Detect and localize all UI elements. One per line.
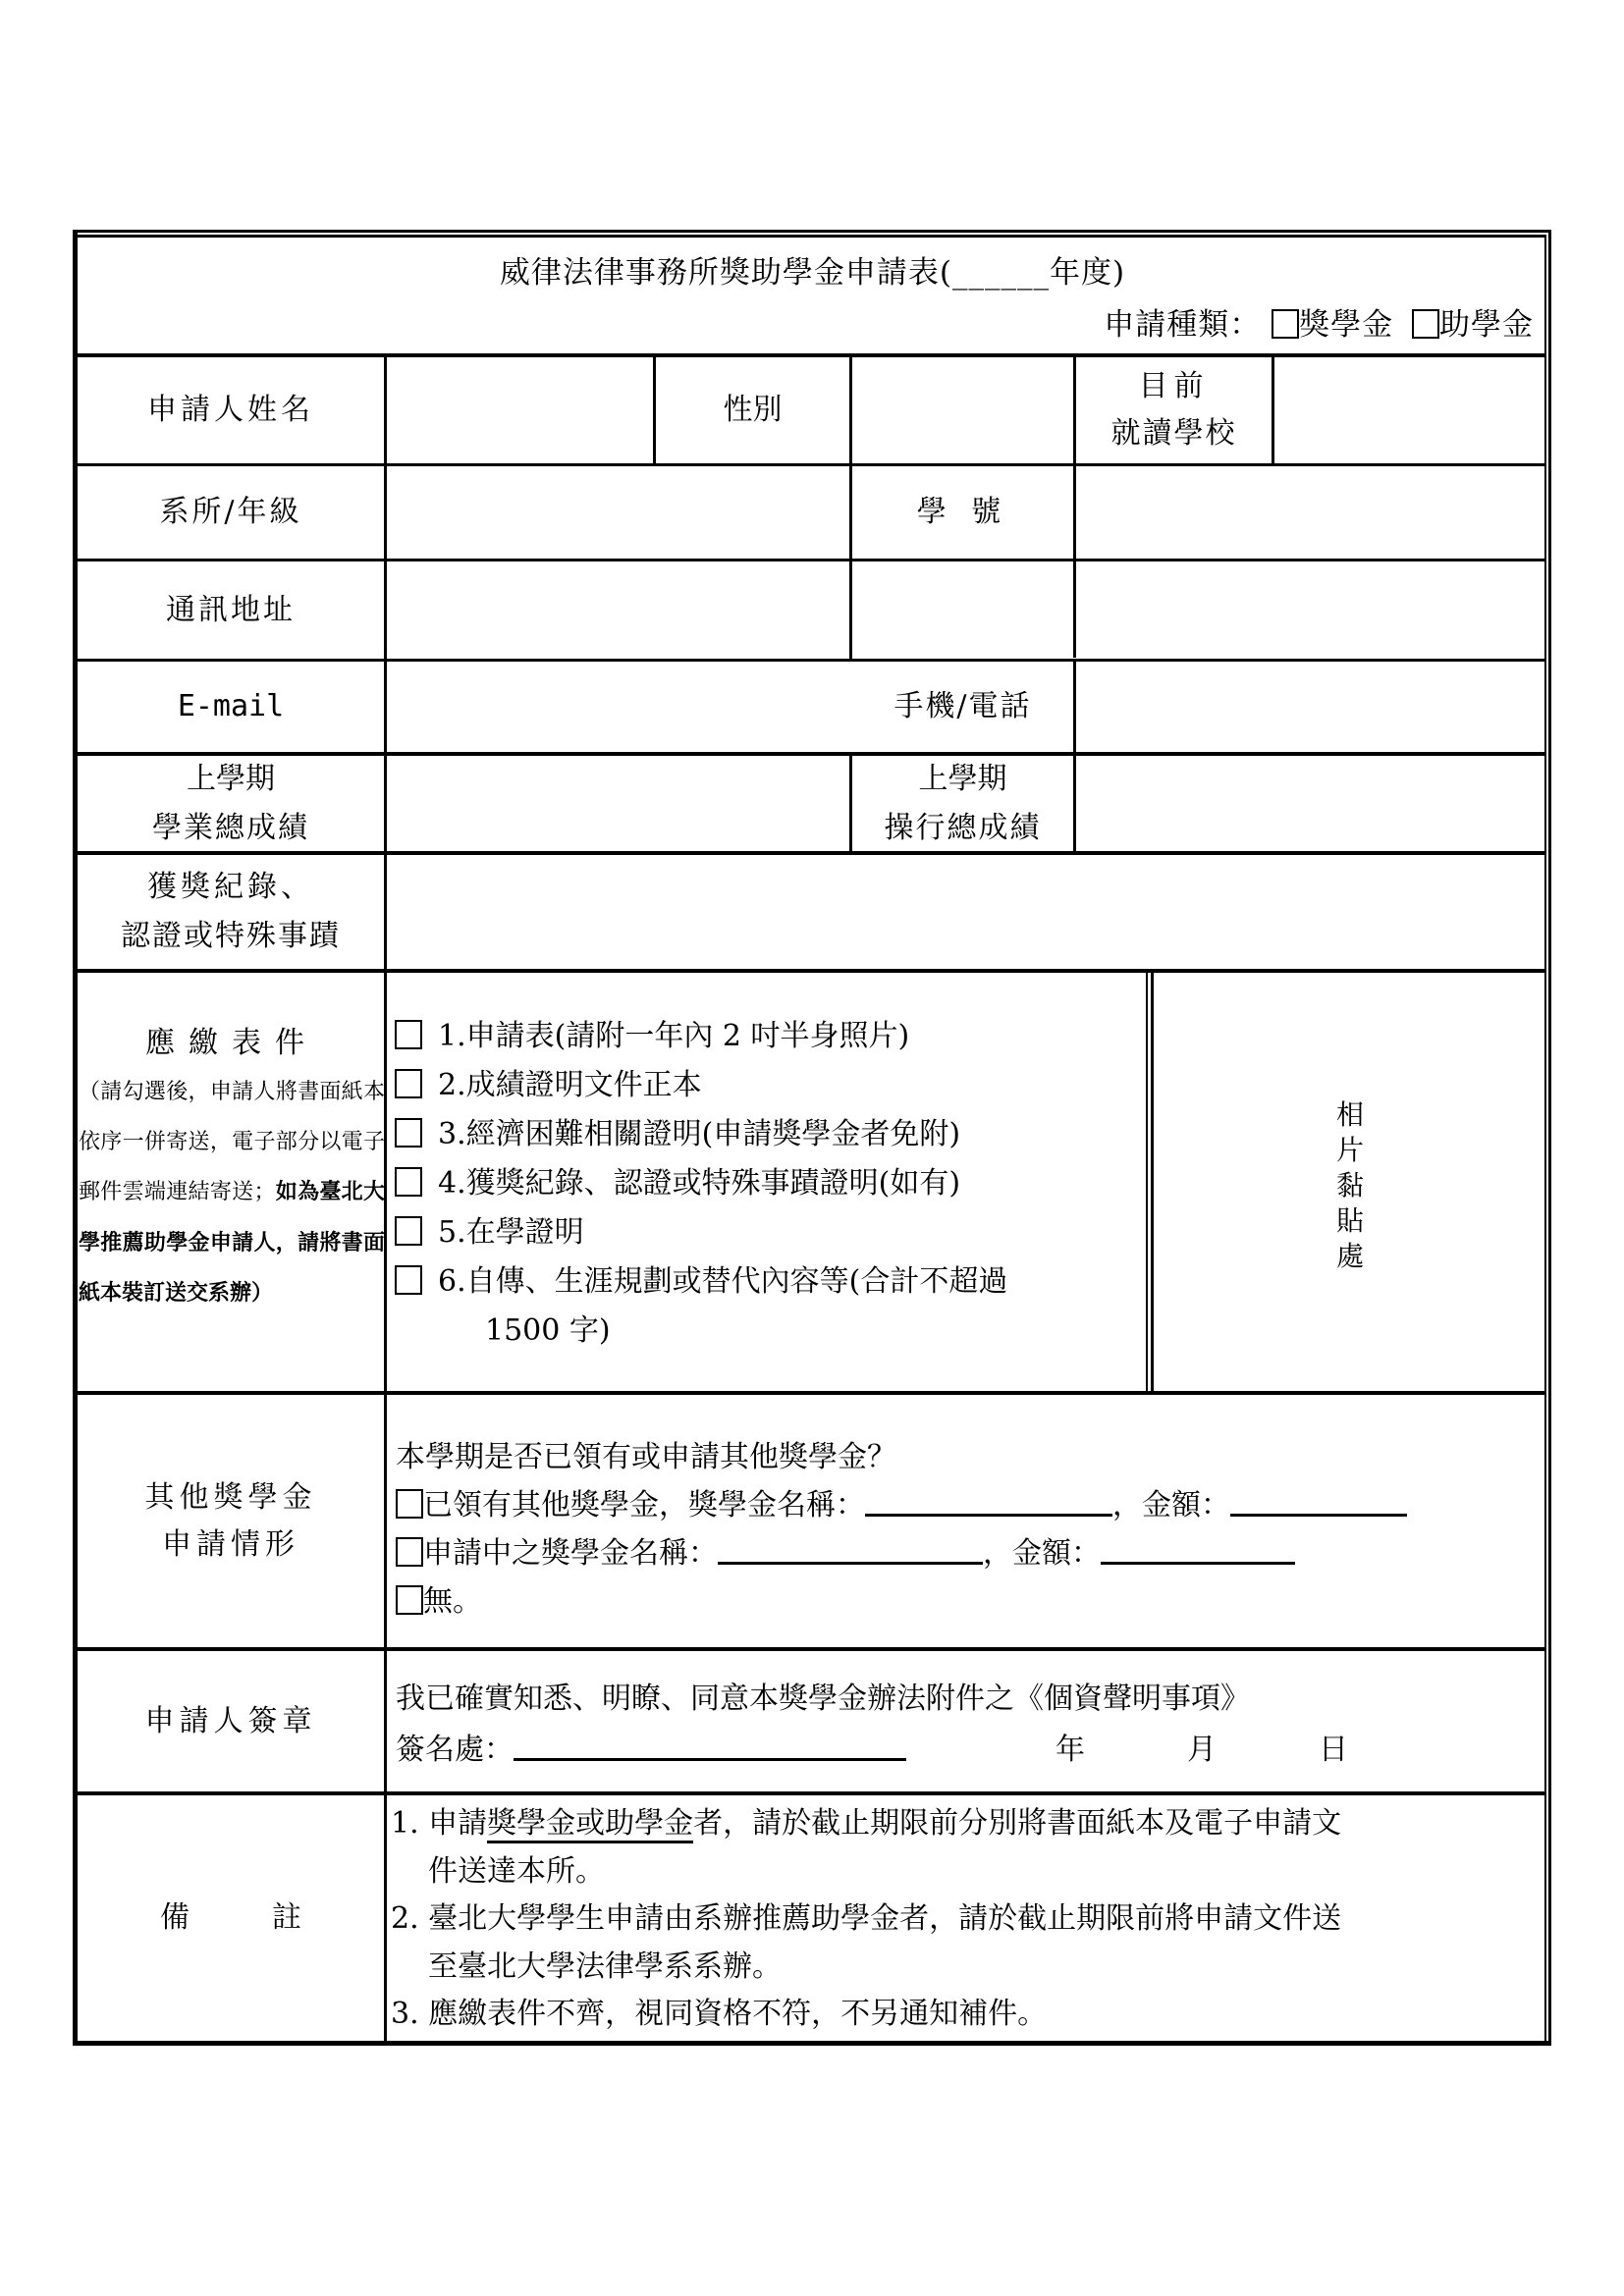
year-label: 年 bbox=[1056, 1733, 1085, 1767]
row-line bbox=[73, 969, 1546, 973]
doc-item-label: 6.自傳、生涯規劃或替代內容等(合計不超過 bbox=[438, 1264, 1008, 1299]
note-2: 2. 臺北大學學生申請由系辦推薦助學金者，請於截止期限前將申請文件送 bbox=[391, 1901, 1342, 1936]
doc-checkbox[interactable] bbox=[395, 1118, 422, 1148]
school-field[interactable] bbox=[1274, 357, 1544, 463]
gender-label: 性別 bbox=[723, 393, 783, 427]
academic-label-line2: 學業總成績 bbox=[152, 810, 309, 845]
other-option-none bbox=[396, 1577, 1407, 1626]
scholarship-checkbox[interactable] bbox=[1272, 309, 1299, 339]
dept-field[interactable] bbox=[387, 466, 849, 559]
signature-line bbox=[396, 1725, 1348, 1776]
other-scholarship-content bbox=[396, 1433, 1407, 1626]
applying-amount-label: ，金額： bbox=[983, 1536, 1101, 1571]
awards-field[interactable] bbox=[387, 855, 1544, 969]
border-right-inner bbox=[1544, 235, 1546, 2044]
academic-label-line1: 上學期 bbox=[187, 761, 275, 796]
applying-amount-blank[interactable] bbox=[1101, 1534, 1295, 1565]
doc-item bbox=[395, 1159, 1007, 1208]
dept-label: 系所/年級 bbox=[159, 495, 302, 529]
student-id-label: 學 號 bbox=[916, 495, 1009, 529]
required-docs-note-bold: 如為臺北大學推薦助學金申請人，請將書面紙本裝訂送交系辦） bbox=[79, 1179, 385, 1306]
received-amount-blank[interactable] bbox=[1230, 1486, 1407, 1517]
border-top-inner bbox=[73, 235, 1545, 238]
doc-item bbox=[395, 1012, 1007, 1061]
notes-label-a: 備 bbox=[160, 1900, 189, 1935]
doc-item bbox=[395, 1061, 1007, 1110]
email-field[interactable] bbox=[387, 662, 849, 752]
notes-label-b: 註 bbox=[272, 1900, 301, 1935]
other-label-line2: 申請情形 bbox=[162, 1526, 299, 1562]
received-label: 已領有其他獎學金，獎學金名稱： bbox=[423, 1488, 865, 1522]
awards-label-line2: 認證或特殊事蹟 bbox=[121, 919, 341, 953]
awards-label bbox=[78, 855, 384, 969]
signature-label: 申請人簽章 bbox=[144, 1703, 317, 1738]
grant-option-label: 助學金 bbox=[1439, 307, 1534, 343]
doc-checkbox[interactable] bbox=[395, 1216, 422, 1246]
received-name-blank[interactable] bbox=[865, 1486, 1112, 1517]
month-label: 月 bbox=[1187, 1733, 1217, 1767]
other-option-applying bbox=[396, 1529, 1407, 1577]
notes-label bbox=[78, 1795, 384, 2041]
signature-content bbox=[396, 1674, 1348, 1776]
scholarship-option-label: 獎學金 bbox=[1299, 307, 1394, 343]
doc-item-continuation: 1500 字) bbox=[485, 1313, 611, 1348]
name-label: 申請人姓名 bbox=[147, 393, 314, 427]
address-field[interactable] bbox=[387, 561, 1544, 659]
sign-label: 簽名處： bbox=[396, 1733, 514, 1767]
other-option-received bbox=[396, 1481, 1407, 1529]
gender-field[interactable] bbox=[852, 357, 1073, 463]
doc-checkbox[interactable] bbox=[395, 1265, 422, 1295]
doc-item bbox=[395, 1110, 1007, 1159]
application-type bbox=[1104, 299, 1534, 344]
photo-area-label bbox=[1330, 1097, 1370, 1274]
name-field[interactable] bbox=[387, 357, 653, 463]
academic-score-label bbox=[78, 756, 384, 851]
awards-label-line1: 獲獎紀錄、 bbox=[147, 870, 314, 904]
border-bottom bbox=[73, 2041, 1551, 2046]
doc-checkbox[interactable] bbox=[395, 1069, 422, 1098]
note-1-post: 者，請於截止期限前分別將書面紙本及電子申請文 bbox=[693, 1806, 1342, 1841]
other-label-line1: 其他獎學金 bbox=[144, 1479, 317, 1515]
other-question: 本學期是否已領有或申請其他獎學金？ bbox=[396, 1440, 896, 1474]
address-label: 通訊地址 bbox=[166, 592, 296, 627]
note-2-cont: 至臺北大學法律學系系辦。 bbox=[428, 1949, 782, 1984]
received-amount-label: ，金額： bbox=[1112, 1488, 1230, 1522]
doc-checkbox[interactable] bbox=[395, 1020, 422, 1049]
photo-label-char: 黏 bbox=[1335, 1169, 1364, 1201]
photo-divider-a bbox=[1146, 970, 1148, 1393]
doc-item-label: 5.在學證明 bbox=[438, 1215, 584, 1250]
doc-item bbox=[395, 1257, 1007, 1307]
school-label-line2: 就讀學校 bbox=[1110, 416, 1237, 451]
border-top-outer bbox=[73, 230, 1551, 233]
doc-item bbox=[395, 1208, 1007, 1257]
note-1-pre: 1. 申請 bbox=[391, 1806, 488, 1841]
other-scholarship-label bbox=[78, 1395, 384, 1647]
note-1 bbox=[391, 1800, 1544, 1848]
applying-name-blank[interactable] bbox=[718, 1534, 983, 1565]
grant-checkbox[interactable] bbox=[1412, 309, 1439, 339]
required-docs-note bbox=[79, 1019, 385, 1319]
photo-label-char: 相 bbox=[1335, 1098, 1364, 1131]
none-label: 無。 bbox=[423, 1584, 482, 1619]
required-docs-note-normal: （請勾選後，申請人將書面紙本依序一併寄送，電子部分以電子郵件雲端連結寄送； bbox=[79, 1080, 385, 1204]
border-right-outer bbox=[1548, 230, 1551, 2046]
signature-blank[interactable] bbox=[514, 1731, 906, 1761]
applying-checkbox[interactable] bbox=[396, 1537, 423, 1567]
phone-field[interactable] bbox=[1076, 662, 1544, 752]
conduct-label-line2: 操行總成績 bbox=[884, 810, 1042, 845]
photo-label-char: 貼 bbox=[1335, 1204, 1364, 1237]
school-label bbox=[1076, 357, 1272, 463]
application-type-label: 申請種類： bbox=[1104, 307, 1262, 343]
academic-score-field[interactable] bbox=[387, 756, 849, 851]
notes-content bbox=[391, 1800, 1544, 2039]
form-title: 威律法律事務所獎助學金申請表(______年度) bbox=[499, 255, 1126, 291]
conduct-label-line1: 上學期 bbox=[918, 761, 1007, 796]
phone-label: 手機/電話 bbox=[893, 689, 1032, 723]
doc-item-label: 1.申請表(請附一年內 2 吋半身照片) bbox=[438, 1019, 910, 1053]
note-3: 3. 應繳表件不齊，視同資格不符，不另通知補件。 bbox=[391, 1997, 1048, 2031]
privacy-statement: 我已確實知悉、明瞭、同意本獎學金辦法附件之《個資聲明事項》 bbox=[396, 1682, 1250, 1716]
day-label: 日 bbox=[1319, 1733, 1348, 1767]
conduct-score-label bbox=[852, 756, 1073, 851]
doc-checkbox[interactable] bbox=[395, 1167, 422, 1197]
email-label: E-mail bbox=[177, 689, 285, 723]
doc-item-label: 2.成績證明文件正本 bbox=[438, 1068, 702, 1102]
note-1-cont: 件送達本所。 bbox=[428, 1853, 605, 1889]
received-checkbox[interactable] bbox=[396, 1489, 423, 1519]
photo-label-char: 片 bbox=[1335, 1134, 1364, 1166]
required-docs-title: 應繳表件 bbox=[145, 1026, 318, 1060]
conduct-score-field[interactable] bbox=[1076, 756, 1544, 851]
student-id-field[interactable] bbox=[1076, 466, 1544, 559]
none-checkbox[interactable] bbox=[396, 1585, 423, 1615]
note-1-underlined: 獎學金或助學金 bbox=[487, 1806, 693, 1843]
school-label-line1: 目前 bbox=[1138, 369, 1210, 403]
doc-item-label: 4.獲獎紀錄、認證或特殊事蹟證明(如有) bbox=[438, 1166, 961, 1201]
required-docs-list bbox=[395, 1012, 1007, 1356]
applying-label: 申請中之獎學金名稱： bbox=[423, 1536, 718, 1571]
doc-item-label: 3.經濟困難相關證明(申請獎學金者免附) bbox=[438, 1117, 961, 1151]
photo-divider-b bbox=[1151, 970, 1154, 1393]
photo-label-char: 處 bbox=[1335, 1240, 1364, 1272]
